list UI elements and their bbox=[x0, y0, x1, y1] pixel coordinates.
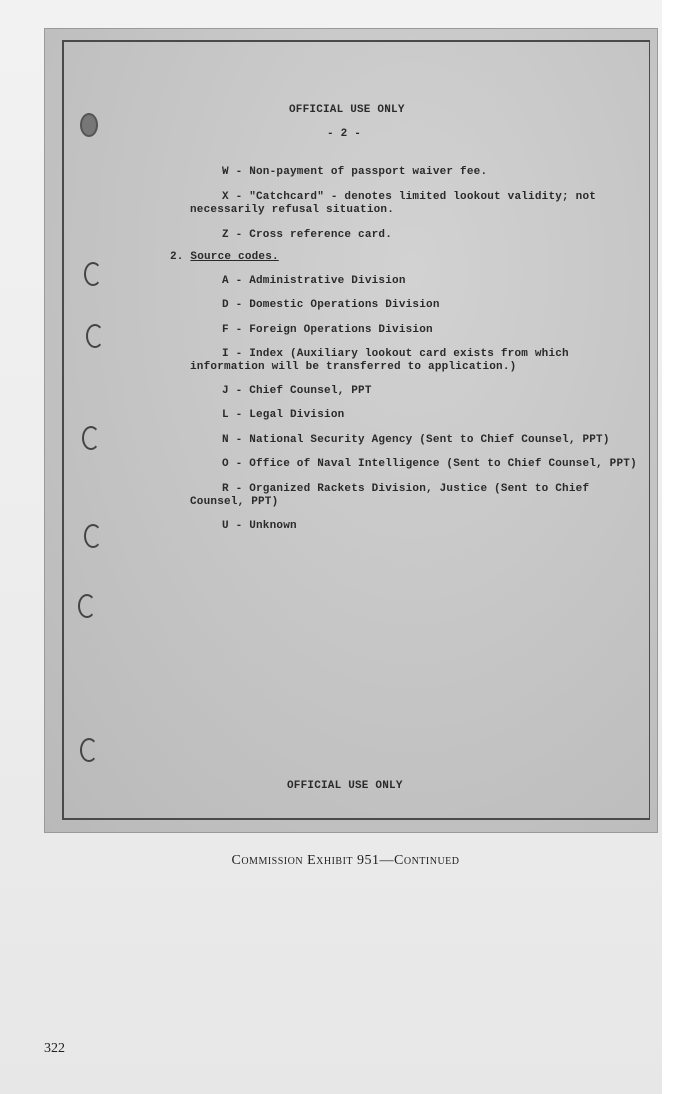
doc-line: R - Organized Rackets Division, Justice (Sent to Chief bbox=[222, 483, 590, 495]
doc-line: Z - Cross reference card. bbox=[222, 229, 393, 241]
doc-line: F - Foreign Operations Division bbox=[222, 324, 433, 336]
doc-line: A - Administrative Division bbox=[222, 275, 406, 287]
page-gutter bbox=[662, 0, 691, 1094]
doc-line: W - Non-payment of passport waiver fee. bbox=[222, 166, 488, 178]
section-heading-underlined: Source codes. bbox=[190, 251, 279, 263]
doc-line: I - Index (Auxiliary lookout card exists from which bbox=[222, 348, 569, 360]
doc-line: D - Domestic Operations Division bbox=[222, 299, 440, 311]
binder-hole bbox=[80, 738, 98, 762]
doc-header: OFFICIAL USE ONLY bbox=[289, 104, 405, 116]
doc-line: information will be transferred to application.) bbox=[190, 361, 517, 373]
doc-footer: OFFICIAL USE ONLY bbox=[287, 780, 403, 792]
binder-hole bbox=[84, 524, 102, 548]
binder-hole bbox=[86, 324, 104, 348]
doc-line: L - Legal Division bbox=[222, 409, 345, 421]
doc-line: J - Chief Counsel, PPT bbox=[222, 385, 372, 397]
document-border bbox=[62, 40, 650, 820]
binder-hole bbox=[80, 113, 98, 137]
binder-hole bbox=[84, 262, 102, 286]
doc-line: O - Office of Naval Intelligence (Sent to Chief Counsel, PPT) bbox=[222, 458, 637, 470]
doc-line: U - Unknown bbox=[222, 520, 297, 532]
doc-line: X - "Catchcard" - denotes limited lookout validity; not bbox=[222, 191, 597, 203]
binder-hole bbox=[78, 594, 96, 618]
doc-line: necessarily refusal situation. bbox=[190, 204, 395, 216]
binder-hole bbox=[82, 426, 100, 450]
page-number: 322 bbox=[44, 1041, 65, 1056]
exhibit-caption: Commission Exhibit 951—Continued bbox=[231, 853, 460, 868]
doc-page-marker: - 2 - bbox=[327, 128, 362, 140]
section-heading: 2. Source codes. bbox=[170, 251, 279, 263]
doc-line: N - National Security Agency (Sent to Chief Counsel, PPT) bbox=[222, 434, 610, 446]
doc-line: Counsel, PPT) bbox=[190, 496, 279, 508]
